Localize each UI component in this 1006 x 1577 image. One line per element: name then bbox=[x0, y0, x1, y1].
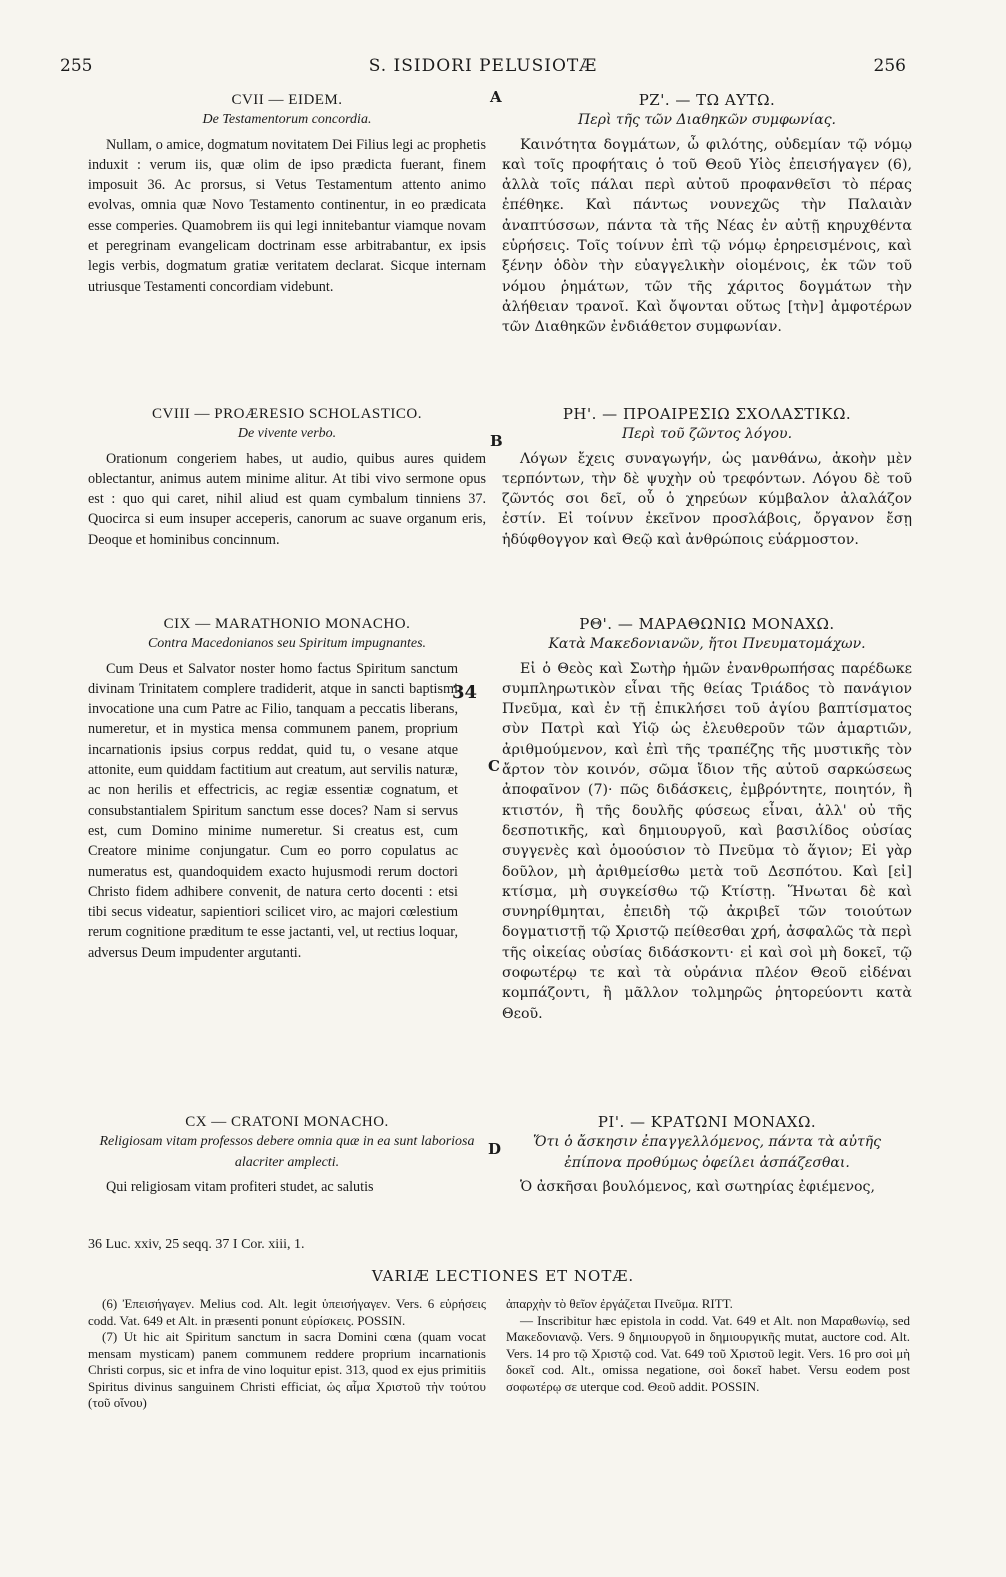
section-heading: ΡΙ'. — ΚΡΑΤΩΝΙ ΜΟΝΑΧΩ. bbox=[597, 1113, 817, 1131]
section-subtitle: De Testamentorum concordia. bbox=[202, 112, 372, 128]
section-subtitle: De vivente verbo. bbox=[237, 426, 337, 442]
section-text: Ὁ ἀσκῆσαι βουλόμενος, καὶ σωτηρίας ἐφιέμενος, bbox=[520, 1178, 875, 1195]
section-text: Cum Deus et Salvator noster homo factus Spiritum sanctum divinam Trinitatem complere tradiderit, atque in sancti baptismi invocatione una cum Patre ac Filio, tanquam a peccatis liberans, numeretur, et in mystica mensa communem panem, proprium incarnationis ipsius corpus reddat, quid tu, o vesane atque attonite, eum quiddam factitium aut creatum, aut servilis naturæ, ac non herilis et effectricis, ac regiæ essentiæ cognatum, et consubstantialem Spiritum sanctum esse doces? Nam si servus est, cum Domino minime numeretur. Si creatus est, cum Creatore minime conjungatur. Cum eo porro copulatus ac numeratus est, quandoquidem exacto hujusmodi rerum doctori Christo fidem adhibere convenit, de natura certo docenti : etsi tibi secus videatur, sapientiori scilicet viro, ac majori cœlestium rerum cognitione præditum te esse jactanti, vel, ut rectius loquar, adversus Deum impudenter argutanti. bbox=[88, 660, 458, 961]
latin-section-109 bbox=[88, 614, 486, 963]
section-heading: CX — CRATONI MONACHO. bbox=[185, 1114, 389, 1130]
note-6: (6) Ἐπεισήγαγεν. Melius cod. Alt. legit ὑπεισήγαγεν. Vers. 6 εὑρήσεις codd. Vat. 649 et Alt. in præsenti ponunt εὑρίσκεις. POSSIN. bbox=[88, 1296, 486, 1328]
greek-section-110 bbox=[502, 1112, 912, 1197]
note-inscription: — Inscribitur hæc epistola in codd. Vat. 649 et Alt. non Μαραθωνίῳ, sed Μακεδονιανῷ. Vers. 9 δημιουργοῦ in δημιουργικῆς mutat, auctore cod. Alt. Vers. 14 pro τῷ Χριστῷ cod. Vat. 649 τοῦ Χριστοῦ legit. Vers. 16 pro σοὶ μὴ δοκεῖ cod. Alt., omissa negatione, σοὶ δοκεῖ habet. Versu eodem post σοφωτέρῳ σε uterque cod. Θεοῦ addit. POSSIN. bbox=[506, 1312, 910, 1394]
notes-heading: VARIÆ LECTIONES ET NOTÆ. bbox=[371, 1267, 635, 1285]
greek-section-107 bbox=[502, 90, 912, 338]
greek-section-109 bbox=[502, 614, 912, 1024]
section-subtitle: Περὶ τοῦ ζῶντος λόγου. bbox=[621, 426, 793, 443]
section-subtitle: Περὶ τῆς τῶν Διαθηκῶν συμφωνίας. bbox=[578, 112, 836, 129]
section-text: Λόγων ἔχεις συναγωγήν, ὡς μανθάνω, ἀκοὴν μὲν τερπόντων, τὴν δὲ ψυχὴν οὐ τρεφόντων. Λόγου δὲ τοῦ ζῶντός σοι δεῖ, οὗ ὁ χηρεύων κύμβαλον ἀλαλάζον ἐστίν. Εἰ τοίνυν ἐκεῖνον προσλάβοις, ὄργανον ἔσῃ ἡδύφθογγον καὶ Θεῷ καὶ ἀνθρώποις εὐάρμοστον. bbox=[502, 450, 912, 548]
marker-c: C bbox=[488, 757, 500, 775]
latin-section-110 bbox=[88, 1112, 486, 1197]
section-heading: CVII — EIDEM. bbox=[231, 92, 343, 108]
notes-right-column bbox=[506, 1296, 910, 1395]
section-heading: CVIII — PROÆRESIO SCHOLASTICO. bbox=[151, 406, 423, 422]
section-text: Qui religiosam vitam profiteri studet, ac salutis bbox=[106, 1178, 374, 1195]
greek-section-108 bbox=[502, 404, 912, 550]
section-heading: CIX — MARATHONIO MONACHO. bbox=[163, 616, 411, 632]
latin-section-107 bbox=[88, 90, 486, 297]
section-text: Nullam, o amice, dogmatum novitatem Dei Filius legi ac prophetis induxit : verum iis, quæ olim de ipso prædicta fuerant, finem imposuit 36. Ac prorsus, si Vetus Testamentum attento animo evolvas, omnia quæ Novo Testamento continentur, in eo prædicata esse comperies. Quamobrem iis qui legi innitebantur viamque novam et peregrinam evangelicam doctrinam esse arbitrabantur, ex ipsis legis verbis, dogmatum gratiæ veritatem declarat. Sicque internam utriusque Testamenti concordiam videbunt. bbox=[88, 136, 486, 295]
note-continuation: ἀπαρχὴν τὸ θεῖον ἐργάζεται Πνεῦμα. RITT. bbox=[506, 1296, 733, 1311]
section-text: Καινότητα δογμάτων, ὦ φιλότης, οὐδεμίαν τῷ νόμῳ καὶ τοῖς προφήταις ὁ τοῦ Θεοῦ Υἱὸς ἐπεισήγαγεν (6), ἀλλὰ τοῖς πάλαι περὶ αὐτοῦ προφανθεῖσι τὸ πέρας ἐπέθηκε. Καὶ πάντως νουνεχῶς τὴν Παλαιὰν ἀναπτύσσων, πάντα τὰ τῆς Νέας ἐν αὐτῇ κηρυχθέντα εὑρήσεις. Τοῖς τοίνυν ἐπὶ τῷ νόμῳ ἐρηρεισμένοις, καὶ ξένην ὁδὸν τὴν εὐαγγελικὴν οἰομένοις, ἐκ τῶν τοῦ νόμου ῥημάτων, τῶν τῆς χάριτος δογμάτων τὴν ἀλήθειαν τρανοῖ. Καὶ ὄψονται οὕτως [τὴν] ἀμφοτέρων τῶν Διαθηκῶν ἐνδιάθετον συμφωνίαν. bbox=[502, 136, 912, 336]
marker-34: 34 bbox=[452, 682, 478, 703]
latin-section-108 bbox=[88, 404, 486, 550]
section-subtitle: Religiosam vitam professos debere omnia quæ in ea sunt laboriosa alacriter amplecti. bbox=[99, 1134, 475, 1170]
section-heading: ΡΖ'. — ΤΩ ΑΥΤΩ. bbox=[638, 91, 776, 109]
page-number-right: 256 bbox=[873, 56, 906, 76]
section-subtitle: Contra Macedonianos seu Spiritum impugnantes. bbox=[147, 636, 427, 652]
section-text: Orationum congeriem habes, ut audio, quibus aures quidem oblectantur, animus autem minime alitur. At tibi vivo sermone opus est : quo qui caret, nihil aliud est quam cymbalum tinniens 37. Quocirca si eum insuper acceperis, canorum ac suave organum eris, Deoque et hominibus concinnum. bbox=[88, 450, 486, 548]
note-7: (7) Ut hic ait Spiritum sanctum in sacra Domini cœna (quam vocat mensam mysticam) panem communem reddere proprium incarnationis Christi corpus, sic et infra de vino loquitur epist. 313, quod ex ejus primitiis Spiritus divinus sanguinem Christi efficiat, ὡς αἷμα Χριστοῦ τὴν τούτου (τοῦ οἴνου) bbox=[88, 1329, 486, 1410]
section-heading: ΡΘ'. — ΜΑΡΑΘΩΝΙΩ ΜΟΝΑΧΩ. bbox=[579, 615, 835, 633]
section-subtitle: Ὅτι ὁ ἄσκησιν ἐπαγγελλόμενος, πάντα τὰ αὐτῆς ἐπίπονα προθύμως ὀφείλει ἀσπάζεσθαι. bbox=[533, 1134, 881, 1171]
marker-d: D bbox=[488, 1140, 502, 1158]
scripture-footnotes: 36 Luc. xxiv, 25 seqq. 37 I Cor. xiii, 1. bbox=[88, 1237, 305, 1252]
running-title: S. ISIDORI PELUSIOTÆ bbox=[368, 56, 598, 76]
section-heading: ΡΗ'. — ΠΡΟΑΙΡΕΣΙΩ ΣΧΟΛΑΣΤΙΚΩ. bbox=[562, 405, 852, 423]
section-text: Εἰ ὁ Θεὸς καὶ Σωτὴρ ἡμῶν ἐνανθρωπήσας παρέδωκε συμπληρωτικὸν εἶναι τῆς θείας Τριάδος τὸ πανάγιον Πνεῦμα, καὶ ἐν τῇ ἐπικλήσει τοῦ ἁγίου βαπτίσματος σὺν Πατρὶ καὶ Υἱῷ ὡς ἐλευθεροῦν τῶν ἁμαρτιῶν, ἀριθμούμενον, καὶ ἐπὶ τῆς τραπέζης τῆς μυστικῆς τὸν ἄρτον τὸν κοινόν, σῶμα ἴδιον τῆς αὐτοῦ σαρκώσεως ἀποφαῖνον (7)· πῶς διδάσκεις, ἐμβρόντητε, ποιητόν, ἢ κτιστόν, ἢ τῆς δουλῆς φύσεως εἶναι, ἀλλ' οὐ τῆς δεσποτικῆς, καὶ δημιουργοῦ, καὶ βασιλίδος οὐσίας συγγενὲς καὶ ὁμοούσιον τὸ Πνεῦμα τὸ ἅγιον; Εἰ γὰρ δοῦλον, μὴ ἀριθμείσθω μετὰ τοῦ Δεσπότου. Καὶ [εἰ] κτίσμα, μὴ συγκείσθω τῷ Κτίστῃ. Ἥνωται δὲ καὶ συνηρίθμηται, ἐπειδὴ τῷ ἀκριβεῖ τῶν τοιούτων δογματιστῇ τῷ Χριστῷ πείθεσθαι χρή, ἀσφαλῶς τὰ περὶ τῆς οἰκείας οὐσίας διδάσκοντι· εἰ καὶ σοὶ μὴ δοκεῖ, τῷ σοφωτέρῳ τε καὶ τὰ οὐράνια πλέον Θεοῦ εἰδέναι κομπάζοντι, ἢ μᾶλλον τολμηρῶς ῥητορεύοντι κατὰ Θεοῦ. bbox=[502, 660, 912, 1022]
marker-a: A bbox=[490, 88, 502, 106]
notes-left-column bbox=[88, 1296, 486, 1412]
marker-b: B bbox=[490, 432, 503, 450]
running-header bbox=[60, 56, 906, 82]
page-number-left: 255 bbox=[60, 56, 93, 76]
section-subtitle: Κατὰ Μακεδονιανῶν, ἤτοι Πνευματομάχων. bbox=[548, 636, 866, 653]
